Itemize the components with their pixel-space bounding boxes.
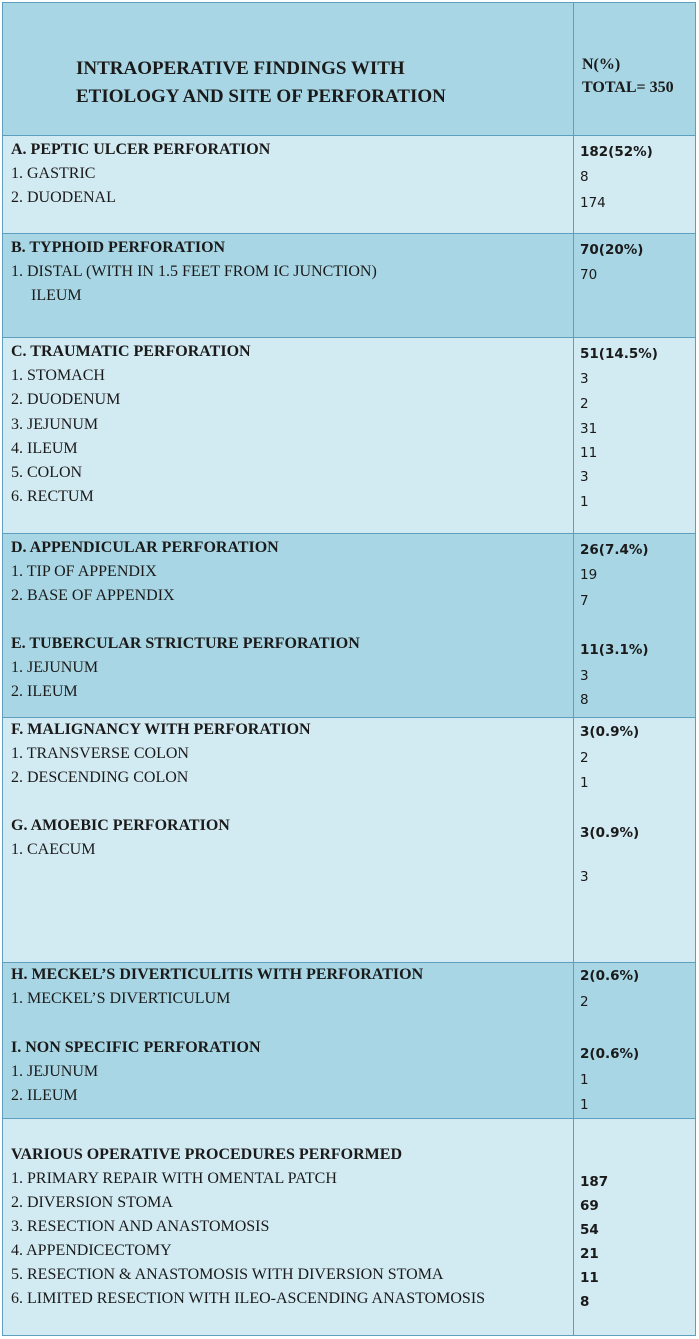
section-title: B. TYPHOID PERFORATION: [11, 239, 226, 256]
item-label: 1. CAECUM: [11, 841, 96, 858]
procedure-label: 2. DIVERSION STOMA: [11, 1194, 173, 1211]
item-value: 3: [580, 371, 589, 387]
item-value: 1: [580, 1097, 589, 1113]
section-total: 3(0.9%): [580, 724, 640, 740]
item-label-continued: ILEUM: [31, 287, 82, 304]
item-label: 2. DUODENAL: [11, 189, 116, 206]
procedure-label: 5. RESECTION & ANASTOMOSIS WITH DIVERSION STOMA: [11, 1266, 444, 1283]
item-label: 2. DUODENUM: [11, 391, 121, 408]
procedure-value: 8: [580, 1294, 590, 1310]
item-label: 3. JEJUNUM: [11, 416, 99, 433]
item-label: 2. ILEUM: [11, 683, 78, 700]
procedure-label: 6. LIMITED RESECTION WITH ILEO-ASCENDING ANASTOMOSIS: [11, 1290, 486, 1307]
table-row: [2, 233, 696, 337]
procedure-value: 187: [580, 1174, 609, 1190]
item-value: 2: [580, 396, 589, 412]
header-title-line1: INTRAOPERATIVE FINDINGS WITH: [76, 58, 405, 79]
section-title: C. TRAUMATIC PERFORATION: [11, 343, 251, 360]
procedure-value: 11: [580, 1270, 599, 1286]
header-n-label: N(%): [582, 56, 621, 73]
section-total: 11(3.1%): [580, 642, 649, 658]
item-value: 2: [580, 750, 589, 766]
table-row: [2, 135, 696, 233]
item-value: 3: [580, 869, 589, 885]
item-label: 1. GASTRIC: [11, 165, 96, 182]
section-title: A. PEPTIC ULCER PERFORATION: [11, 141, 271, 158]
procedures-row: [2, 1118, 696, 1336]
item-value: 8: [580, 692, 589, 708]
item-value: 1: [580, 775, 589, 791]
item-label: 1. JEJUNUM: [11, 1063, 99, 1080]
table-row: [2, 533, 696, 717]
item-label: 6. RECTUM: [11, 488, 94, 505]
item-label: 1. JEJUNUM: [11, 659, 99, 676]
item-label: 2. DESCENDING COLON: [11, 769, 189, 786]
section-total: 182(52%): [580, 144, 653, 160]
table-row: [2, 337, 696, 533]
section-title: E. TUBERCULAR STRICTURE PERFORATION: [11, 635, 360, 652]
section-total: 70(20%): [580, 242, 644, 258]
header-total-label: TOTAL= 350: [582, 79, 674, 96]
procedure-value: 21: [580, 1246, 599, 1262]
item-value: 70: [580, 267, 598, 283]
item-label: 4. ILEUM: [11, 440, 78, 457]
section-title: D. APPENDICULAR PERFORATION: [11, 539, 279, 556]
item-value: 11: [580, 445, 598, 461]
section-total: 51(14.5%): [580, 346, 658, 362]
item-label: 1. DISTAL (WITH IN 1.5 FEET FROM IC JUNCTION): [11, 263, 377, 280]
section-total: 26(7.4%): [580, 542, 649, 558]
table-row: [2, 717, 696, 962]
item-label: 5. COLON: [11, 464, 83, 481]
item-value: 1: [580, 494, 589, 510]
item-label: 1. TRANSVERSE COLON: [11, 745, 189, 762]
procedure-label: 3. RESECTION AND ANASTOMOSIS: [11, 1218, 270, 1235]
findings-table: [2, 2, 696, 1336]
section-title: G. AMOEBIC PERFORATION: [11, 817, 230, 834]
section-total: 2(0.6%): [580, 968, 640, 984]
procedure-label: 4. APPENDICECTOMY: [11, 1242, 172, 1259]
table-row: [2, 962, 696, 1118]
item-value: 174: [580, 195, 606, 211]
procedure-label: 1. PRIMARY REPAIR WITH OMENTAL PATCH: [11, 1170, 337, 1187]
section-title: F. MALIGNANCY WITH PERFORATION: [11, 721, 311, 738]
item-value: 1: [580, 1072, 589, 1088]
item-value: 3: [580, 668, 589, 684]
table-header-row: [2, 2, 696, 135]
item-label: 1. STOMACH: [11, 367, 105, 384]
section-title: I. NON SPECIFIC PERFORATION: [11, 1039, 261, 1056]
item-value: 19: [580, 567, 598, 583]
item-value: 3: [580, 469, 589, 485]
header-title-line2: ETIOLOGY AND SITE OF PERFORATION: [76, 86, 446, 107]
section-title: H. MECKEL’S DIVERTICULITIS WITH PERFORATION: [11, 966, 424, 983]
item-value: 8: [580, 169, 589, 185]
procedures-title: VARIOUS OPERATIVE PROCEDURES PERFORMED: [11, 1146, 402, 1163]
procedure-value: 69: [580, 1198, 599, 1214]
procedure-value: 54: [580, 1222, 599, 1238]
item-label: 1. TIP OF APPENDIX: [11, 563, 157, 580]
item-label: 2. ILEUM: [11, 1087, 78, 1104]
item-value: 7: [580, 593, 589, 609]
item-value: 2: [580, 994, 589, 1010]
item-label: 1. MECKEL’S DIVERTICULUM: [11, 990, 231, 1007]
item-label: 2. BASE OF APPENDIX: [11, 587, 175, 604]
section-total: 2(0.6%): [580, 1046, 640, 1062]
section-total: 3(0.9%): [580, 825, 640, 841]
item-value: 31: [580, 421, 598, 437]
